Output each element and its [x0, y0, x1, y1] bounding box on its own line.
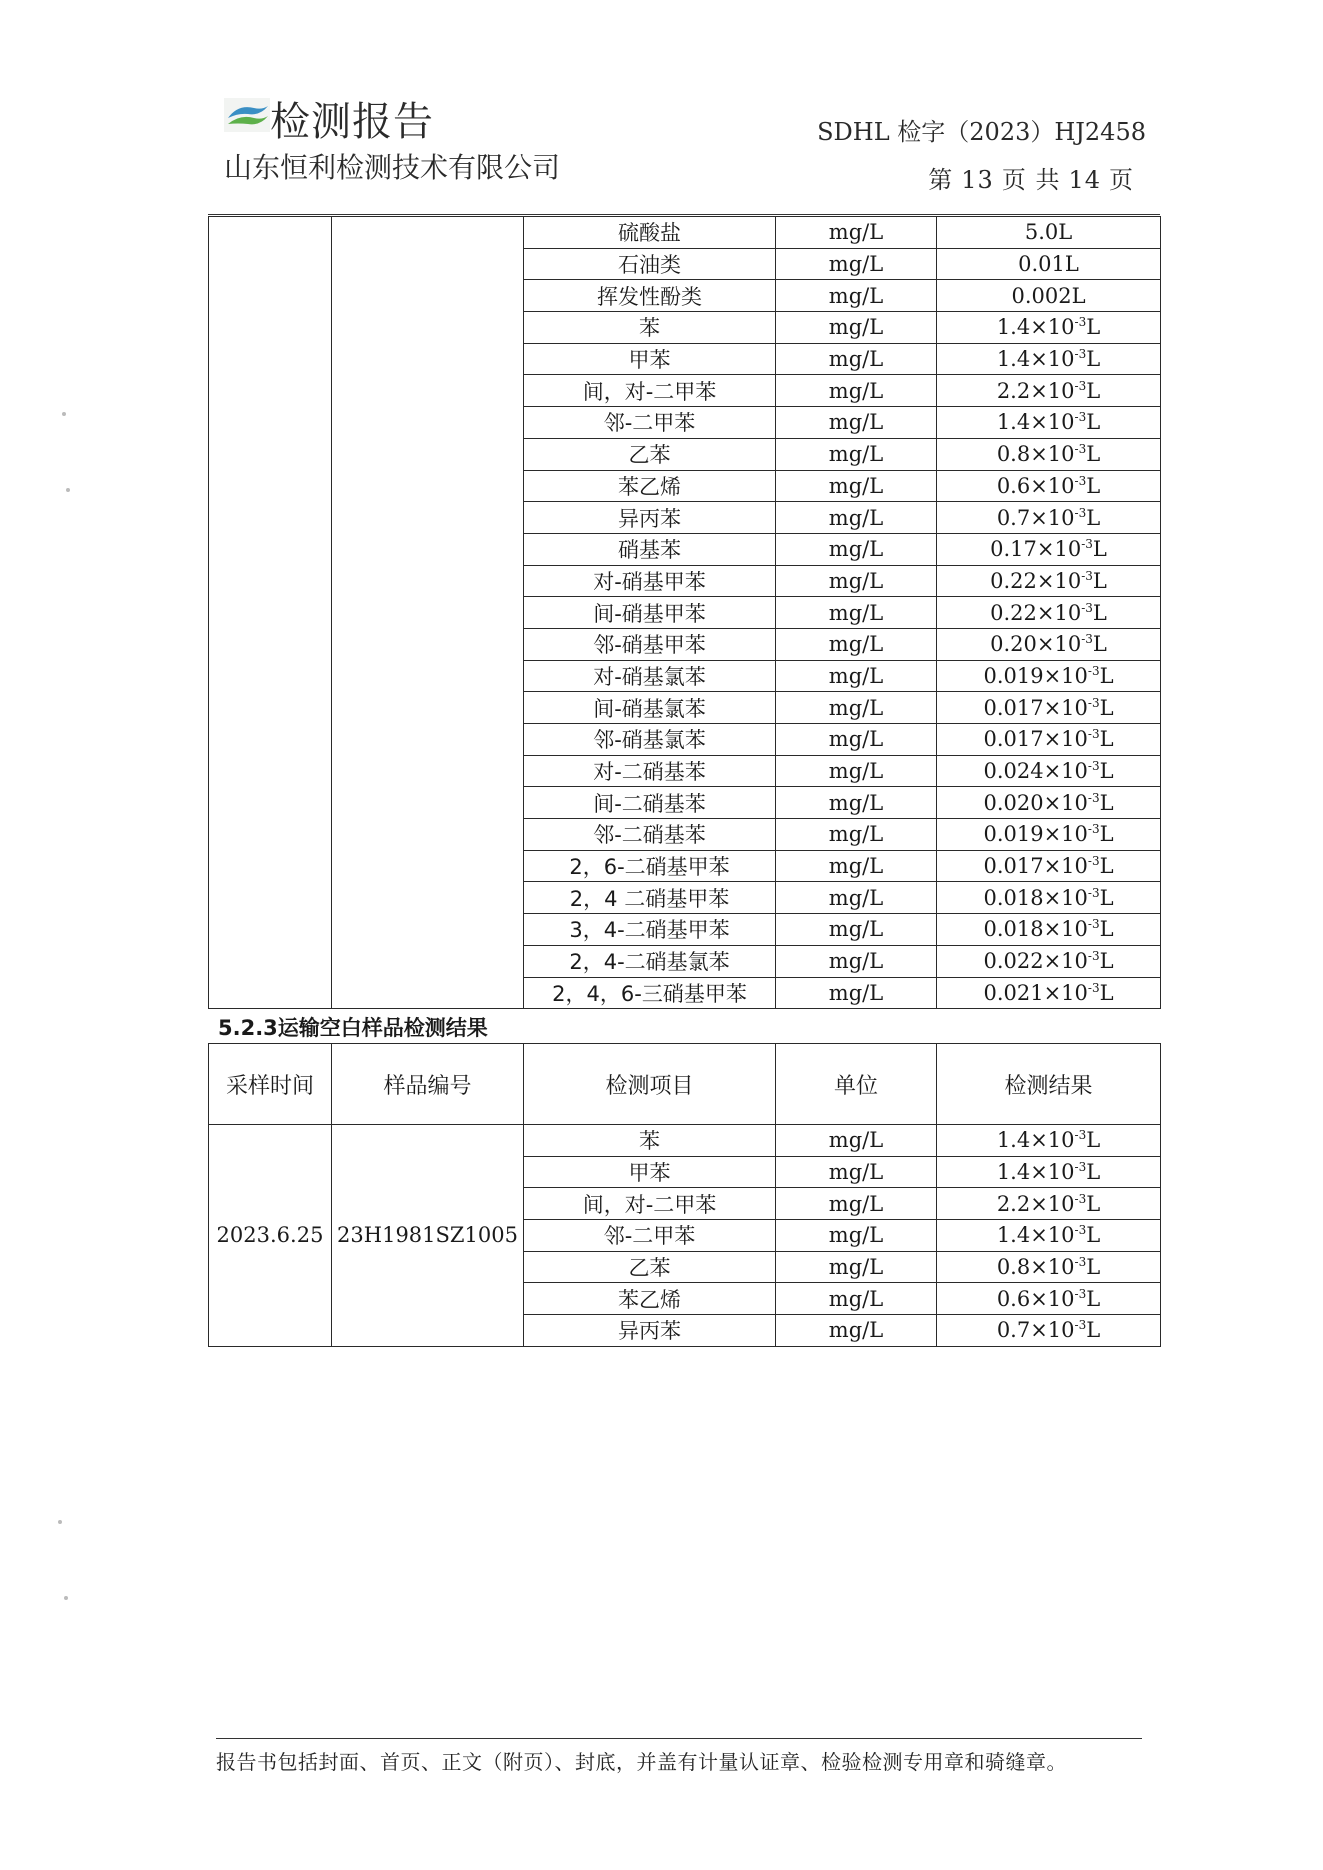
result-cell	[937, 1188, 1161, 1220]
result-cell	[937, 1315, 1161, 1347]
result-exponent: -3	[1074, 410, 1087, 425]
result-exponent: -3	[1074, 1128, 1087, 1143]
result-suffix: L	[1086, 1160, 1101, 1185]
result-suffix: L	[1099, 885, 1114, 910]
result-value: 0.017×10	[983, 854, 1088, 879]
result-exponent: -3	[1074, 315, 1087, 330]
test-item-cell: 邻-硝基氯苯	[524, 724, 776, 756]
company-logo-icon	[224, 98, 270, 132]
test-item-cell: 间-硝基氯苯	[524, 692, 776, 724]
result-exponent: -3	[1081, 537, 1093, 552]
result-cell	[937, 502, 1161, 534]
header-sampling-time: 采样时间	[209, 1044, 332, 1125]
result-value: 0.018×10	[983, 917, 1088, 942]
result-suffix: L	[1099, 949, 1114, 974]
table-row	[209, 217, 1161, 249]
result-value: 0.8×10	[996, 442, 1075, 467]
result-exponent: -3	[1074, 1318, 1087, 1333]
unit-cell: mg/L	[776, 977, 937, 1009]
test-item-cell: 苯乙烯	[524, 1283, 776, 1315]
test-item-cell: 硫酸盐	[524, 217, 776, 249]
table-row	[209, 1125, 1161, 1157]
result-exponent: -3	[1087, 790, 1100, 805]
unit-cell: mg/L	[776, 660, 937, 692]
result-cell	[937, 819, 1161, 851]
result-cell	[937, 1251, 1161, 1283]
result-suffix: L	[1086, 1191, 1101, 1216]
result-cell	[937, 724, 1161, 756]
unit-cell: mg/L	[776, 1125, 937, 1157]
page-current: 13	[961, 166, 994, 194]
result-exponent: -3	[1074, 347, 1087, 362]
sampling-time-cell	[209, 217, 332, 1009]
result-cell	[937, 787, 1161, 819]
unit-cell: mg/L	[776, 945, 937, 977]
company-name: 山东恒利检测技术有限公司	[224, 151, 561, 184]
table-header-row	[209, 1044, 1161, 1125]
result-cell	[937, 438, 1161, 470]
result-exponent: -3	[1074, 1255, 1087, 1270]
result-value: 0.7×10	[996, 505, 1075, 530]
result-cell	[937, 280, 1161, 312]
footer-note: 报告书包括封面、首页、正文（附页）、封底，并盖有计量认证章、检验检测专用章和骑缝章。	[216, 1750, 1067, 1774]
result-value: 1.4×10	[996, 1223, 1075, 1248]
result-suffix: L	[1099, 790, 1114, 815]
result-value: 0.6×10	[996, 1286, 1075, 1311]
result-cell	[937, 343, 1161, 375]
result-value: 2.2×10	[996, 1191, 1075, 1216]
result-cell	[937, 1156, 1161, 1188]
result-suffix: L	[1099, 759, 1114, 784]
page-header	[0, 0, 1323, 220]
result-exponent: -3	[1087, 695, 1100, 710]
result-value: 0.021×10	[983, 980, 1088, 1005]
result-suffix: L	[1099, 822, 1114, 847]
result-suffix: L	[1086, 1286, 1101, 1311]
result-value: 1.4×10	[996, 1160, 1075, 1185]
result-cell	[937, 945, 1161, 977]
result-cell	[937, 217, 1161, 249]
result-cell	[937, 755, 1161, 787]
result-exponent: -3	[1074, 1223, 1087, 1238]
unit-cell: mg/L	[776, 470, 937, 502]
result-cell	[937, 850, 1161, 882]
result-suffix: L	[1086, 473, 1101, 498]
result-suffix: L	[1086, 442, 1101, 467]
test-item-cell: 甲苯	[524, 1156, 776, 1188]
result-value: 1.4×10	[996, 347, 1075, 372]
page-mid: 页 共	[1001, 166, 1061, 194]
test-item-cell: 异丙苯	[524, 1315, 776, 1347]
result-exponent: -3	[1074, 505, 1087, 520]
test-item-cell: 石油类	[524, 248, 776, 280]
result-suffix: L	[1099, 854, 1114, 879]
header-unit: 单位	[776, 1044, 937, 1125]
test-item-cell: 邻-二甲苯	[524, 1220, 776, 1252]
unit-cell: mg/L	[776, 692, 937, 724]
scan-speck	[62, 412, 66, 416]
unit-cell: mg/L	[776, 1156, 937, 1188]
header-divider	[208, 214, 1160, 215]
result-value: 1.4×10	[996, 315, 1075, 340]
result-value: 0.017×10	[983, 695, 1088, 720]
test-item-cell: 2，4-二硝基氯苯	[524, 945, 776, 977]
result-cell	[937, 628, 1161, 660]
page-total: 14	[1068, 166, 1101, 194]
unit-cell: mg/L	[776, 217, 937, 249]
test-item-cell: 对-硝基甲苯	[524, 565, 776, 597]
result-suffix: L	[1099, 663, 1114, 688]
result-value: 0.002L	[1011, 283, 1086, 308]
result-exponent: -3	[1087, 949, 1100, 964]
unit-cell: mg/L	[776, 597, 937, 629]
result-exponent: -3	[1074, 473, 1087, 488]
result-cell	[937, 565, 1161, 597]
result-suffix: L	[1092, 537, 1107, 562]
result-cell	[937, 407, 1161, 439]
result-value: 0.019×10	[983, 822, 1088, 847]
unit-cell: mg/L	[776, 533, 937, 565]
test-item-cell: 乙苯	[524, 1251, 776, 1283]
test-item-cell: 甲苯	[524, 343, 776, 375]
result-cell	[937, 977, 1161, 1009]
result-suffix: L	[1086, 1255, 1101, 1280]
result-cell	[937, 533, 1161, 565]
result-suffix: L	[1092, 600, 1107, 625]
unit-cell: mg/L	[776, 1188, 937, 1220]
result-cell	[937, 1283, 1161, 1315]
test-item-cell: 3，4-二硝基甲苯	[524, 914, 776, 946]
unit-cell: mg/L	[776, 819, 937, 851]
section-title: 5.2.3运输空白样品检测结果	[218, 1016, 488, 1040]
test-item-cell: 异丙苯	[524, 502, 776, 534]
result-value: 0.024×10	[983, 759, 1088, 784]
result-suffix: L	[1099, 980, 1114, 1005]
result-exponent: -3	[1087, 663, 1100, 678]
result-exponent: -3	[1074, 1160, 1087, 1175]
result-exponent: -3	[1087, 980, 1100, 995]
result-value: 0.020×10	[983, 790, 1088, 815]
result-cell	[937, 312, 1161, 344]
result-cell	[937, 597, 1161, 629]
result-cell	[937, 660, 1161, 692]
result-value: 0.018×10	[983, 885, 1088, 910]
result-suffix: L	[1086, 1223, 1101, 1248]
test-item-cell: 苯乙烯	[524, 470, 776, 502]
page-prefix: 第	[928, 166, 954, 194]
unit-cell: mg/L	[776, 882, 937, 914]
unit-cell: mg/L	[776, 438, 937, 470]
report-title: 检测报告	[270, 99, 434, 145]
test-item-cell: 邻-硝基甲苯	[524, 628, 776, 660]
result-value: 0.01L	[1018, 252, 1079, 277]
unit-cell: mg/L	[776, 1315, 937, 1347]
unit-cell: mg/L	[776, 787, 937, 819]
result-exponent: -3	[1081, 600, 1093, 615]
result-exponent: -3	[1074, 442, 1087, 457]
result-suffix: L	[1099, 695, 1114, 720]
result-value: 1.4×10	[996, 410, 1075, 435]
test-item-cell: 2，6-二硝基甲苯	[524, 850, 776, 882]
result-suffix: L	[1086, 315, 1101, 340]
sample-number-cell	[332, 217, 524, 1009]
unit-cell: mg/L	[776, 914, 937, 946]
test-item-cell: 间-二硝基苯	[524, 787, 776, 819]
results-table-continued	[208, 216, 1161, 1009]
test-item-cell: 挥发性酚类	[524, 280, 776, 312]
unit-cell: mg/L	[776, 312, 937, 344]
result-cell	[937, 1125, 1161, 1157]
result-exponent: -3	[1074, 1286, 1087, 1301]
result-value: 0.20×10	[990, 632, 1082, 657]
unit-cell: mg/L	[776, 755, 937, 787]
test-item-cell: 间-硝基甲苯	[524, 597, 776, 629]
unit-cell: mg/L	[776, 1283, 937, 1315]
test-item-cell: 苯	[524, 1125, 776, 1157]
result-suffix: L	[1092, 568, 1107, 593]
result-exponent: -3	[1087, 759, 1100, 774]
page-suffix: 页	[1109, 166, 1134, 194]
result-suffix: L	[1086, 505, 1101, 530]
result-suffix: L	[1092, 632, 1107, 657]
report-number: SDHL 检字（2023）HJ2458	[817, 118, 1146, 146]
result-cell	[937, 914, 1161, 946]
unit-cell: mg/L	[776, 850, 937, 882]
test-item-cell: 邻-二甲苯	[524, 407, 776, 439]
result-suffix: L	[1099, 727, 1114, 752]
unit-cell: mg/L	[776, 628, 937, 660]
scan-speck	[64, 1596, 68, 1600]
unit-cell: mg/L	[776, 1220, 937, 1252]
result-exponent: -3	[1087, 822, 1100, 837]
scan-speck	[58, 1520, 62, 1524]
test-item-cell: 对-二硝基苯	[524, 755, 776, 787]
unit-cell: mg/L	[776, 248, 937, 280]
result-value: 2.2×10	[996, 378, 1075, 403]
result-value: 0.017×10	[983, 727, 1088, 752]
result-cell	[937, 470, 1161, 502]
result-suffix: L	[1086, 410, 1101, 435]
result-exponent: -3	[1087, 727, 1100, 742]
result-value: 0.8×10	[996, 1255, 1075, 1280]
result-cell	[937, 1220, 1161, 1252]
header-sample-number: 样品编号	[332, 1044, 524, 1125]
result-value: 5.0L	[1024, 220, 1073, 245]
result-suffix: L	[1086, 1128, 1101, 1153]
result-value: 1.4×10	[996, 1128, 1075, 1153]
result-exponent: -3	[1087, 854, 1100, 869]
test-item-cell: 苯	[524, 312, 776, 344]
test-item-cell: 间，对-二甲苯	[524, 375, 776, 407]
transport-blank-table	[208, 1043, 1161, 1347]
page-indicator	[924, 160, 1138, 195]
result-value: 0.022×10	[983, 949, 1088, 974]
unit-cell: mg/L	[776, 343, 937, 375]
result-cell	[937, 248, 1161, 280]
unit-cell: mg/L	[776, 502, 937, 534]
result-suffix: L	[1086, 1318, 1101, 1343]
test-item-cell: 2，4 二硝基甲苯	[524, 882, 776, 914]
result-value: 0.22×10	[990, 568, 1082, 593]
result-value: 0.7×10	[996, 1318, 1075, 1343]
unit-cell: mg/L	[776, 724, 937, 756]
result-exponent: -3	[1074, 1191, 1087, 1206]
test-item-cell: 对-硝基氯苯	[524, 660, 776, 692]
result-suffix: L	[1099, 917, 1114, 942]
result-value: 0.6×10	[996, 473, 1075, 498]
test-item-cell: 间，对-二甲苯	[524, 1188, 776, 1220]
unit-cell: mg/L	[776, 407, 937, 439]
header-test-item: 检测项目	[524, 1044, 776, 1125]
result-cell	[937, 692, 1161, 724]
result-exponent: -3	[1081, 632, 1093, 647]
result-suffix: L	[1086, 378, 1101, 403]
result-exponent: -3	[1074, 378, 1087, 393]
sample-number-cell: 23H1981SZ1005	[332, 1125, 524, 1347]
result-exponent: -3	[1087, 885, 1100, 900]
result-value: 0.019×10	[983, 663, 1088, 688]
unit-cell: mg/L	[776, 280, 937, 312]
test-item-cell: 2，4，6-三硝基甲苯	[524, 977, 776, 1009]
sampling-date-cell: 2023.6.25	[209, 1125, 332, 1347]
test-item-cell: 乙苯	[524, 438, 776, 470]
test-item-cell: 硝基苯	[524, 533, 776, 565]
unit-cell: mg/L	[776, 375, 937, 407]
scan-speck	[66, 488, 70, 492]
unit-cell: mg/L	[776, 565, 937, 597]
result-suffix: L	[1086, 347, 1101, 372]
header-result: 检测结果	[937, 1044, 1161, 1125]
test-item-cell: 邻-二硝基苯	[524, 819, 776, 851]
result-value: 0.22×10	[990, 600, 1082, 625]
result-cell	[937, 375, 1161, 407]
result-exponent: -3	[1081, 568, 1093, 583]
unit-cell: mg/L	[776, 1251, 937, 1283]
result-cell	[937, 882, 1161, 914]
result-exponent: -3	[1087, 917, 1100, 932]
footer-divider	[216, 1738, 1142, 1739]
result-value: 0.17×10	[990, 537, 1082, 562]
